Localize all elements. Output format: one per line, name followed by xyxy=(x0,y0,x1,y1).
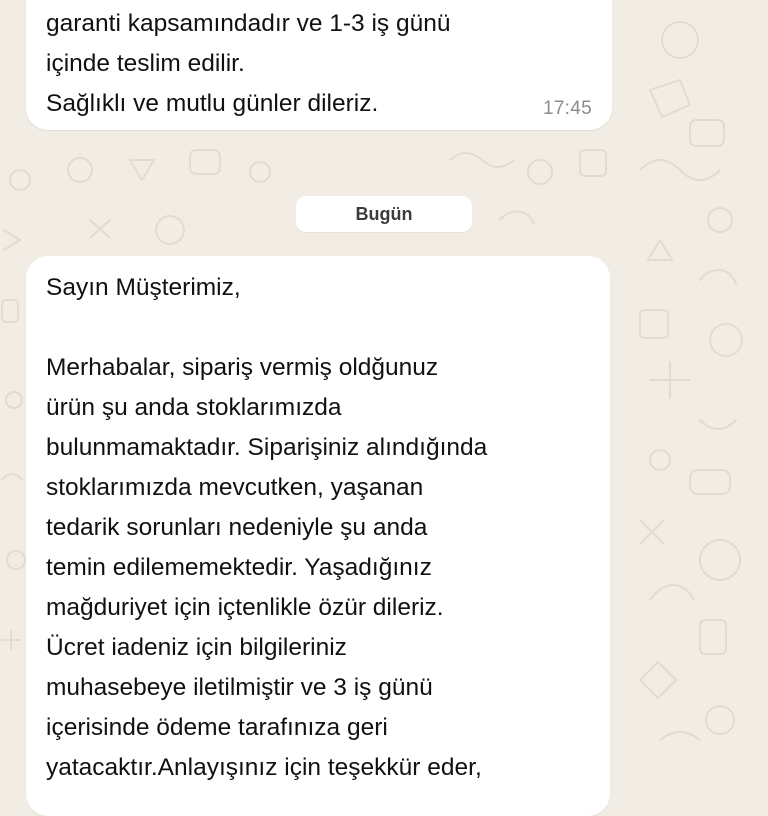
message-text-previous: garanti kapsamındadır ve 1-3 iş günü içinde teslim edilir. Sağlıklı ve mutlu günler dileriz. xyxy=(46,10,451,117)
message-time: 17:45 xyxy=(542,98,592,119)
message-bubble-previous[interactable] xyxy=(26,0,612,130)
message-text-current: Sayın Müşterimiz, Merhabalar, sipariş vermiş oldğunuz ürün şu anda stoklarımızda bulunmamaktadır. Siparişiniz alındığında stoklarımızda mevcutken, yaşanan tedarik sorunları nedeniyle şu anda temin edilememektedir. Yaşadığınız mağduriyet için içtenlikle özür dileriz. Ücret iadeniz için bilgileriniz muhasebeye iletilmiştir ve 3 iş günü içerisinde ödeme tarafınıza geri yatacaktır.Anlayışınız için teşekkür eder, xyxy=(46,274,488,781)
date-separator-label: Bugün xyxy=(355,203,413,224)
date-separator-chip xyxy=(296,196,472,232)
message-bubble-current[interactable] xyxy=(26,256,610,816)
